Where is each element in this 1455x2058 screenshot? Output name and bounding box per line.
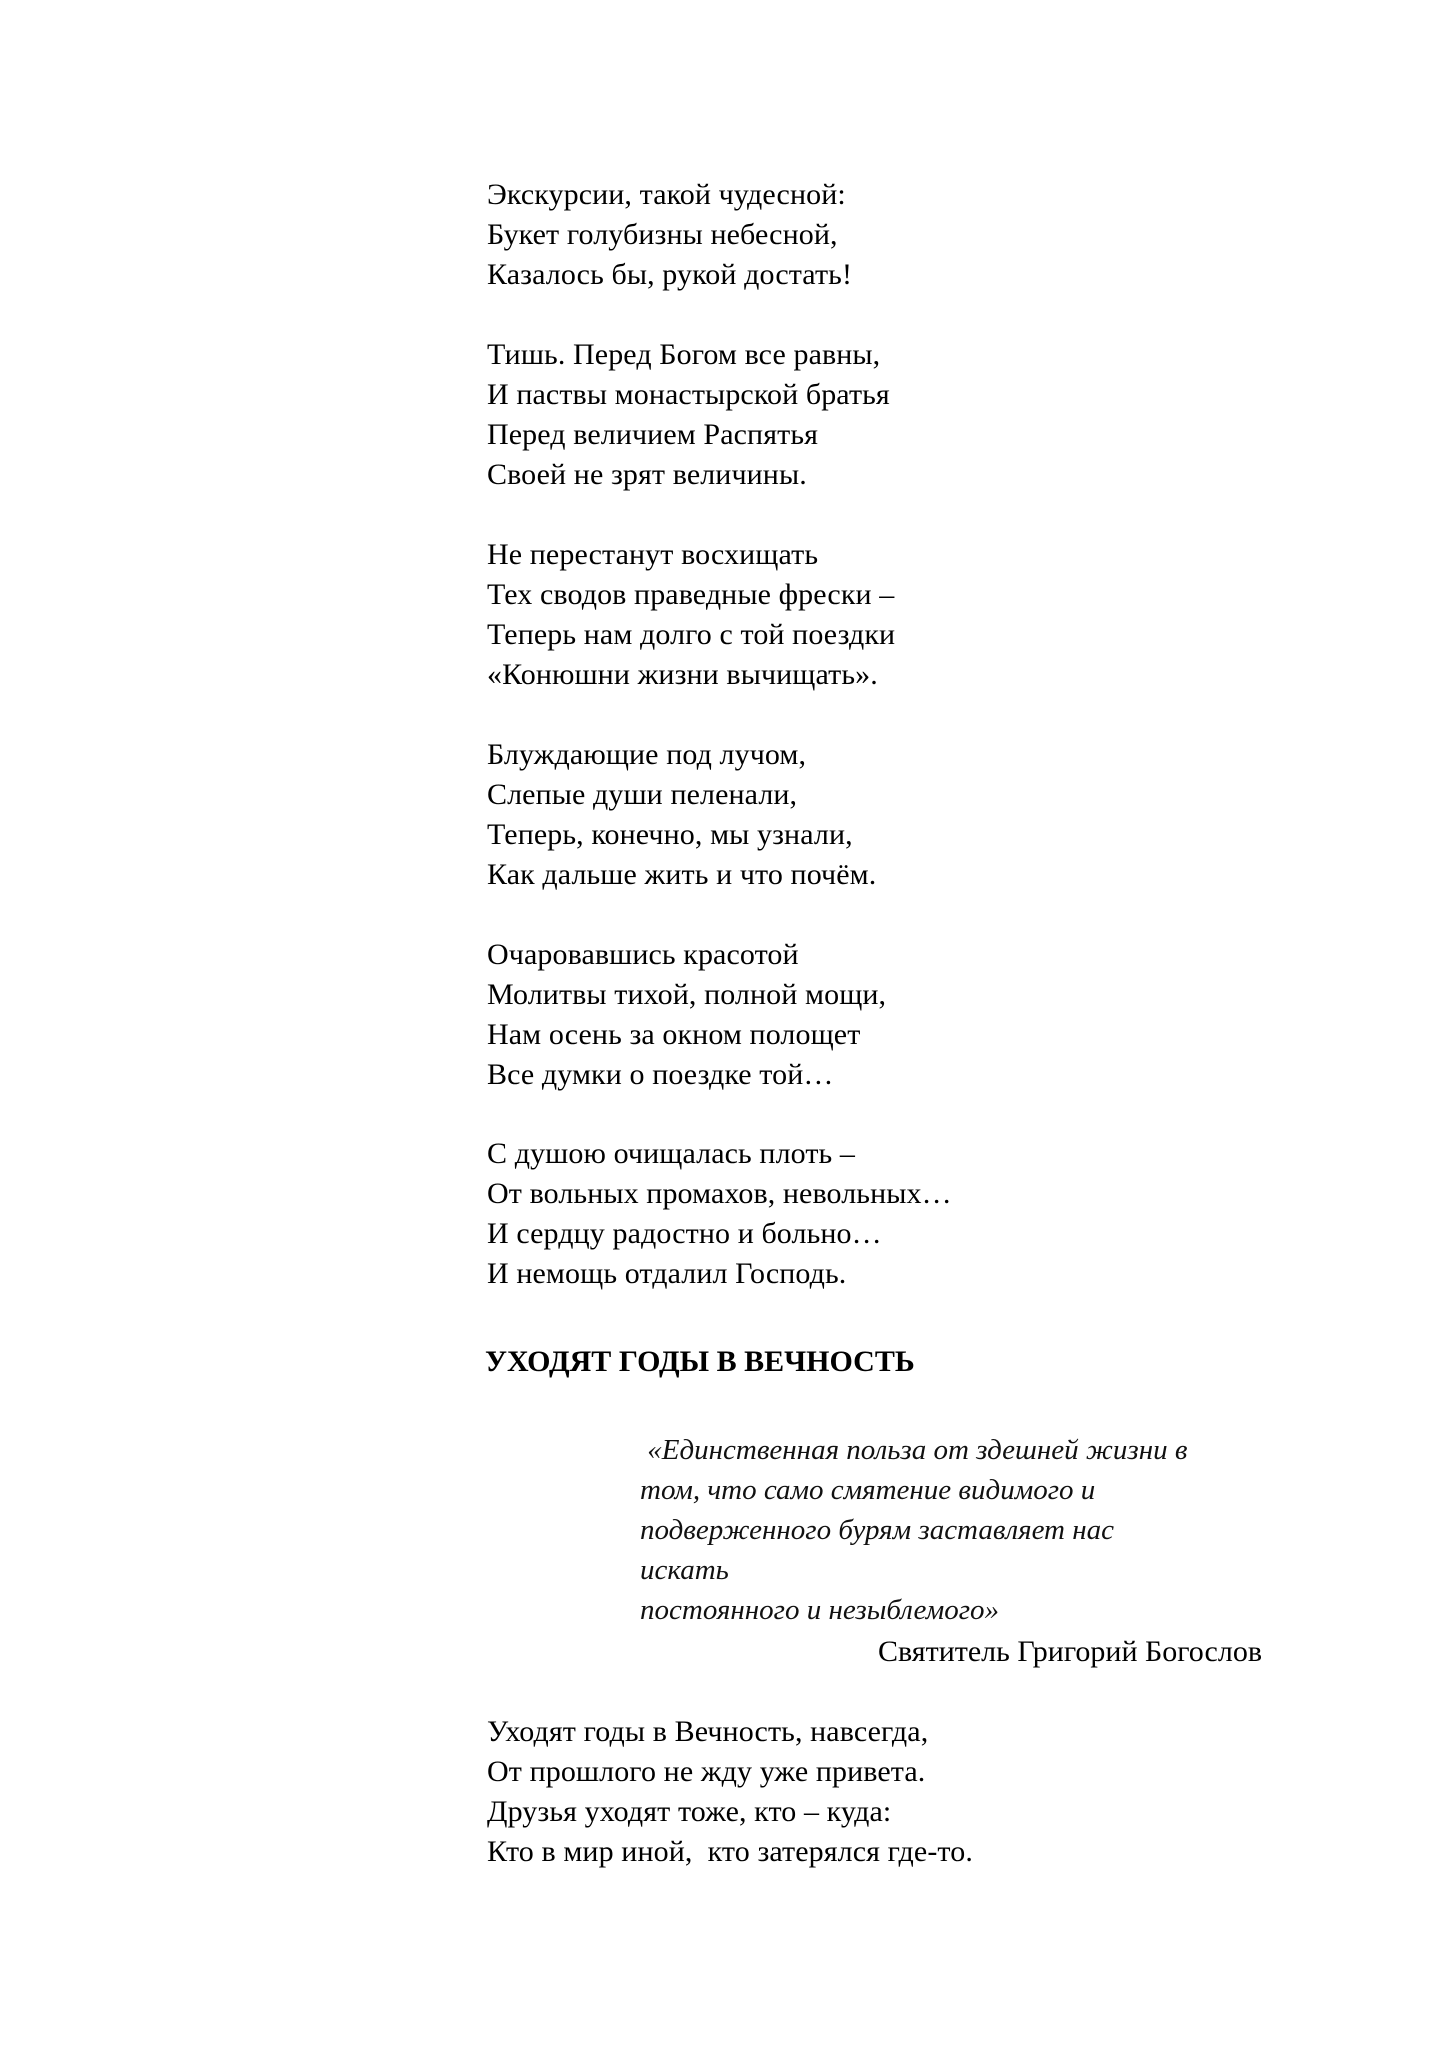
poem-line: С душою очищалась плоть – xyxy=(487,1137,856,1170)
poem-line: И паствы монастырской братья xyxy=(487,378,890,411)
poem-line: Слепые души пеленали, xyxy=(487,778,798,811)
poem-line: Все думки о поездке той… xyxy=(487,1058,834,1091)
poem-title: УХОДЯТ ГОДЫ В ВЕЧНОСТЬ xyxy=(485,1345,915,1378)
poem-line: Перед величием Распятья xyxy=(487,418,818,451)
poem-line: Очаровавшись красотой xyxy=(487,938,799,971)
epigraph-line: «Единственная польза от здешней жизни в xyxy=(640,1434,1188,1466)
poem-line: Молитвы тихой, полной мощи, xyxy=(487,978,887,1011)
poem-line: Нам осень за окном полощет xyxy=(487,1018,861,1051)
poem-line: От вольных промахов, невольных… xyxy=(487,1177,952,1210)
poem-line: Теперь, конечно, мы узнали, xyxy=(487,818,853,851)
epigraph-line: подверженного бурям заставляет нас xyxy=(640,1514,1115,1546)
poem-line: «Конюшни жизни вычищать». xyxy=(487,658,878,691)
poem-line: И сердцу радостно и больно… xyxy=(487,1217,882,1250)
epigraph-line: постоянного и незыблемого» xyxy=(640,1594,1000,1626)
poem-line: Казалось бы, рукой достать! xyxy=(487,258,853,291)
poem-line: Тишь. Перед Богом все равны, xyxy=(487,338,881,371)
poem-line: Блуждающие под лучом, xyxy=(487,738,807,771)
poem-line: Друзья уходят тоже, кто – куда: xyxy=(487,1795,892,1828)
poem-line: И немощь отдалил Господь. xyxy=(487,1257,847,1290)
poem-line: Кто в мир иной, кто затерялся где-то. xyxy=(487,1835,973,1868)
poem-line: Уходят годы в Вечность, навсегда, xyxy=(487,1715,929,1748)
poem-line: Не перестанут восхищать xyxy=(487,538,819,571)
poem-line: Теперь нам долго с той поездки xyxy=(487,618,896,651)
epigraph-line: том, что само смятение видимого и xyxy=(640,1474,1096,1506)
poem-line: Как дальше жить и что почём. xyxy=(487,858,877,891)
poem-line: От прошлого не жду уже привета. xyxy=(487,1755,926,1788)
epigraph-attribution: Святитель Григорий Богослов xyxy=(878,1635,1262,1668)
poem-line: Тех сводов праведные фрески – xyxy=(487,578,895,611)
poem-line: Букет голубизны небесной, xyxy=(487,218,838,251)
epigraph-line: искать xyxy=(640,1554,729,1586)
poem-line: Своей не зрят величины. xyxy=(487,458,807,491)
poem-line: Экскурсии, такой чудесной: xyxy=(487,178,846,211)
